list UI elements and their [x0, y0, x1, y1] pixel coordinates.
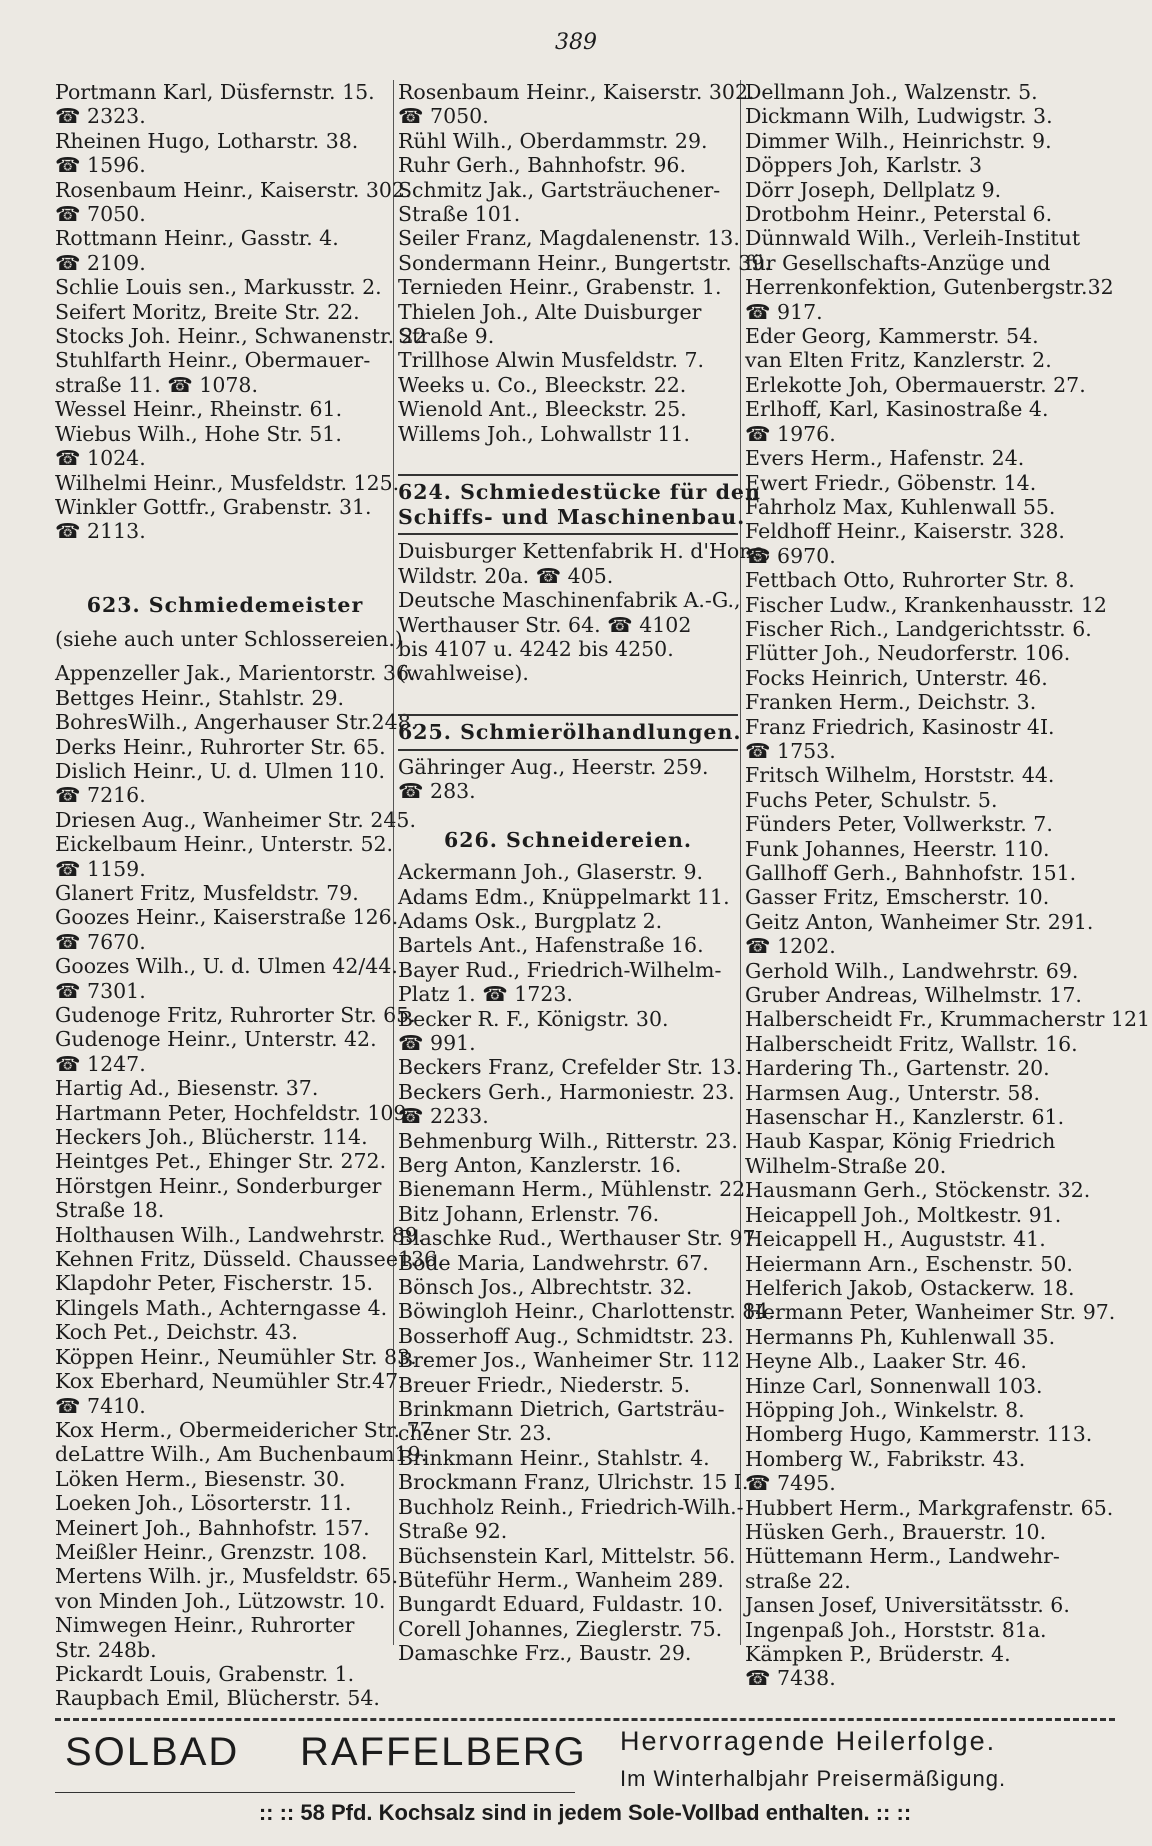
- directory-entry: Bode Maria, Landwehrstr. 67.: [398, 1250, 709, 1275]
- directory-entry: Raupbach Emil, Blücherstr. 54.: [55, 1686, 380, 1711]
- directory-entry: Ingenpaß Joh., Horststr. 81a.: [745, 1617, 1047, 1642]
- directory-entry: Helferich Jakob, Ostackerw. 18.: [745, 1275, 1075, 1300]
- directory-entry: Franken Herm., Deichstr. 3.: [745, 690, 1037, 715]
- section-heading-623: 623. Schmiedemeister: [86, 592, 364, 617]
- column-2: [398, 80, 775, 1666]
- directory-entry: Fettbach Otto, Ruhrorter Str. 8.: [745, 568, 1075, 593]
- directory-entry: ☎ 7410.: [55, 1393, 146, 1418]
- directory-entry: ☎ 7050.: [55, 202, 146, 227]
- directory-entry: Heicappell H., Auguststr. 41.: [745, 1227, 1046, 1252]
- directory-entry: Meißler Heinr., Grenzstr. 108.: [55, 1539, 368, 1564]
- directory-entry: ☎ 7301.: [55, 978, 146, 1003]
- directory-entry: Bettges Heinr., Stahlstr. 29.: [55, 685, 345, 710]
- directory-entry: Dimmer Wilh., Heinrichstr. 9.: [745, 128, 1052, 153]
- directory-entry: Bosserhoff Aug., Schmidtstr. 23.: [398, 1323, 734, 1348]
- section-note: (siehe auch unter Schlossereien.): [55, 626, 403, 651]
- directory-entry: bis 4107 u. 4242 bis 4250.: [398, 636, 674, 661]
- directory-entry: Seifert Moritz, Breite Str. 22.: [55, 299, 360, 324]
- listing-group: [55, 80, 427, 544]
- directory-entry: ☎ 7495.: [745, 1471, 836, 1496]
- directory-entry: Rheinen Hugo, Lotharstr. 38.: [55, 128, 359, 153]
- section-heading-626: 626. Schneidereien.: [443, 827, 693, 852]
- directory-entry: Halberscheidt Fritz, Wallstr. 16.: [745, 1031, 1078, 1056]
- directory-entry: Köppen Heinr., Neumühler Str. 83.: [55, 1344, 417, 1369]
- directory-entry: Beckers Franz, Crefelder Str. 13.: [398, 1055, 743, 1080]
- directory-entry: straße 11. ☎ 1078.: [55, 372, 258, 397]
- directory-entry: Gallhoff Gerh., Bahnhofstr. 151.: [745, 861, 1077, 885]
- directory-entry: Brockmann Franz, Ulrichstr. 15 I.: [398, 1470, 749, 1495]
- directory-entry: ☎ 1247.: [55, 1051, 146, 1076]
- directory-entry: Sondermann Heinr., Bungertstr. 39.: [398, 250, 771, 275]
- directory-entry: Dellmann Joh., Walzenstr. 5.: [745, 80, 1038, 104]
- directory-entry: ☎ 1202.: [745, 934, 836, 959]
- directory-entry: Meinert Joh., Bahnhofstr. 157.: [55, 1515, 370, 1540]
- directory-entry: ☎ 991.: [398, 1030, 476, 1055]
- listing-group: [398, 80, 771, 446]
- directory-entry: Duisburger Kettenfabrik H. d'Hone,: [398, 539, 772, 564]
- directory-entry: BohresWilh., Angerhauser Str.248.: [55, 710, 418, 735]
- directory-entry: Fischer Rich., Landgerichtsstr. 6.: [745, 616, 1092, 641]
- directory-entry: Straße 92.: [398, 1519, 508, 1544]
- directory-entry: Hartig Ad., Biesenstr. 37.: [55, 1076, 319, 1101]
- directory-entry: ☎ 7438.: [745, 1666, 836, 1691]
- directory-entry: Hartmann Peter, Hochfeldstr. 109.: [55, 1100, 413, 1125]
- directory-entry: ☎ 1753.: [745, 738, 836, 763]
- column-divider-right: [740, 80, 741, 1645]
- directory-entry: Franz Friedrich, Kasinostr 4I.: [745, 714, 1055, 739]
- directory-entry: Kehnen Fritz, Düsseld. Chaussee136.: [55, 1247, 444, 1272]
- directory-entry: chener Str. 23.: [398, 1421, 552, 1446]
- directory-entry: von Minden Joh., Lützowstr. 10.: [55, 1588, 386, 1613]
- directory-entry: Hausmann Gerh., Stöckenstr. 32.: [745, 1178, 1091, 1203]
- directory-entry: Halberscheidt Fr., Krummacherstr 121: [745, 1007, 1151, 1032]
- directory-entry: ☎ 2323.: [55, 104, 146, 129]
- directory-entry: Heicappell Joh., Moltkestr. 91.: [745, 1202, 1062, 1227]
- directory-entry: Stuhlfarth Heinr., Obermauer-: [55, 348, 371, 373]
- directory-entry: Adams Edm., Knüppelmarkt 11.: [398, 884, 730, 909]
- directory-entry: Breuer Friedr., Niederstr. 5.: [398, 1372, 691, 1397]
- directory-entry: Hermanns Ph, Kuhlenwall 35.: [745, 1324, 1056, 1349]
- directory-entry: Bienemann Herm., Mühlenstr. 22.: [398, 1177, 752, 1202]
- directory-entry: Haub Kaspar, König Friedrich: [745, 1129, 1056, 1154]
- directory-entry: Ruhr Gerh., Bahnhofstr. 96.: [398, 153, 686, 178]
- directory-entry: Gudenoge Heinr., Unterstr. 42.: [55, 1027, 377, 1052]
- section-heading-624: 624. Schmiedestücke für den: [398, 480, 761, 505]
- directory-entry: Adams Osk., Burgplatz 2.: [398, 908, 663, 933]
- directory-entry: Buchholz Reinh., Friedrich-Wilh.-: [398, 1494, 744, 1519]
- directory-entry: Kämpken P., Brüderstr. 4.: [745, 1642, 1011, 1666]
- directory-entry: Hermann Peter, Wanheimer Str. 97.: [745, 1300, 1116, 1325]
- directory-entry: Herrenkonfektion, Gutenbergstr.32: [745, 275, 1114, 300]
- directory-entry: Dörr Joseph, Dellplatz 9.: [745, 177, 1002, 202]
- directory-entry: Dünnwald Wilh., Verleih-Institut: [745, 226, 1081, 251]
- directory-entry: ☎ 1976.: [745, 421, 836, 446]
- directory-entry: ☎ 7050.: [398, 104, 489, 129]
- directory-entry: Hardering Th., Gartenstr. 20.: [745, 1056, 1050, 1081]
- directory-entry: Löken Herm., Biesenstr. 30.: [55, 1466, 346, 1491]
- directory-entry: Rosenbaum Heinr., Kaiserstr. 302.: [398, 80, 755, 104]
- directory-entry: Hörstgen Heinr., Sonderburger: [55, 1173, 382, 1198]
- directory-entry: Heiermann Arn., Eschenstr. 50.: [745, 1251, 1073, 1276]
- directory-entry: Rottmann Heinr., Gasstr. 4.: [55, 226, 339, 251]
- directory-entry: ☎ 7216.: [55, 783, 146, 808]
- directory-entry: Beckers Gerh., Harmoniestr. 23.: [398, 1079, 735, 1104]
- directory-entry: Platz 1. ☎ 1723.: [398, 982, 573, 1007]
- directory-entry: Winkler Gottfr., Grabenstr. 31.: [55, 494, 372, 519]
- ad-brand-solbad: SOLBAD: [65, 1730, 240, 1774]
- directory-entry: Drotbohm Heinr., Peterstal 6.: [745, 202, 1053, 227]
- section-heading-625: 625. Schmierölhandlungen.: [398, 720, 742, 745]
- directory-entry: Homberg Hugo, Kammerstr. 113.: [745, 1422, 1093, 1447]
- directory-entry: Dislich Heinr., U. d. Ulmen 110.: [55, 758, 386, 783]
- directory-entry: Damaschke Frz., Baustr. 29.: [398, 1641, 692, 1666]
- directory-entry: Heckers Joh., Blücherstr. 114.: [55, 1125, 368, 1150]
- directory-entry: Wilhelmi Heinr., Musfeldstr. 125.: [55, 470, 400, 495]
- directory-entry: Hasenschar H., Kanzlerstr. 61.: [745, 1105, 1065, 1130]
- directory-entry: Straße 18.: [55, 1198, 165, 1223]
- directory-entry: Hüttemann Herm., Landwehr-: [745, 1544, 1060, 1569]
- directory-entry: deLattre Wilh., Am Buchenbaum19.: [55, 1442, 428, 1467]
- directory-entry: Harmsen Aug., Unterstr. 58.: [745, 1080, 1040, 1105]
- directory-entry: Ackermann Joh., Glaserstr. 9.: [398, 860, 704, 885]
- directory-entry: Fuchs Peter, Schulstr. 5.: [745, 787, 998, 812]
- directory-entry: Bayer Rud., Friedrich-Wilhelm-: [398, 957, 722, 982]
- directory-entry: Driesen Aug., Wanheimer Str. 245.: [55, 807, 416, 832]
- directory-entry: Bungardt Eduard, Fuldastr. 10.: [398, 1592, 724, 1617]
- directory-entry: Heyne Alb., Laaker Str. 46.: [745, 1349, 1027, 1374]
- directory-entry: für Gesellschafts-Anzüge und: [745, 250, 1051, 275]
- directory-entry: Büteführ Herm., Wanheim 289.: [398, 1567, 724, 1592]
- directory-entry: ☎ 7670.: [55, 929, 146, 954]
- directory-entry: Geitz Anton, Wanheimer Str. 291.: [745, 909, 1094, 934]
- directory-entry: Gasser Fritz, Emscherstr. 10.: [745, 885, 1050, 910]
- ad-headline: Hervorragende Heilerfolge.: [620, 1726, 997, 1756]
- directory-entry: Willems Joh., Lohwallstr 11.: [398, 421, 691, 446]
- directory-entry: Glanert Fritz, Musfeldstr. 79.: [55, 880, 359, 905]
- directory-entry: ☎ 1159.: [55, 856, 146, 881]
- directory-entry: Str. 248b.: [55, 1637, 157, 1662]
- directory-entry: Behmenburg Wilh., Ritterstr. 23.: [398, 1128, 738, 1153]
- directory-entry: Derks Heinr., Ruhrorter Str. 65.: [55, 734, 386, 759]
- advertisement-banner: [55, 1718, 1115, 1828]
- directory-entry: Bitz Johann, Erlenstr. 76.: [398, 1201, 660, 1226]
- directory-entry: Koch Pet., Deichstr. 43.: [55, 1320, 298, 1345]
- directory-entry: ☎ 283.: [398, 778, 476, 803]
- directory-entry: ☎ 917.: [745, 299, 823, 324]
- directory-entry: Weeks u. Co., Bleeckstr. 22.: [398, 372, 687, 397]
- listing-group: [745, 80, 1151, 1691]
- directory-entry: Kox Herm., Obermeidericher Str. 77: [55, 1417, 433, 1442]
- directory-entry: Deutsche Maschinenfabrik A.-G.,: [398, 588, 741, 613]
- ad-footer: :: :: 58 Pfd. Kochsalz sind in jedem Sole-Vollbad enthalten. :: ::: [258, 1800, 912, 1825]
- listing-group: [398, 860, 775, 1666]
- directory-entry: Goozes Wilh., U. d. Ulmen 42/44.: [55, 954, 398, 979]
- listing-group: [398, 539, 772, 686]
- directory-entry: Fahrholz Max, Kuhlenwall 55.: [745, 494, 1056, 519]
- directory-entry: Stocks Joh. Heinr., Schwanenstr. 22: [55, 324, 427, 349]
- directory-entry: Nimwegen Heinr., Ruhrorter: [55, 1613, 355, 1638]
- directory-entry: Fritsch Wilhelm, Horststr. 44.: [745, 763, 1055, 788]
- directory-entry: Homberg W., Fabrikstr. 43.: [745, 1446, 1026, 1471]
- directory-entry: Ewert Friedr., Göbenstr. 14.: [745, 470, 1037, 495]
- ad-subline: Im Winterhalbjahr Preisermäßigung.: [620, 1766, 1007, 1791]
- directory-entry: Döppers Joh, Karlstr. 3: [745, 153, 983, 178]
- directory-entry: Loeken Joh., Lösorterstr. 11.: [55, 1491, 352, 1516]
- directory-entry: ☎ 2109.: [55, 250, 146, 275]
- directory-entry: ☎ 1596.: [55, 153, 146, 178]
- directory-entry: Erlhoff, Karl, Kasinostraße 4.: [745, 397, 1049, 422]
- directory-entry: Bartels Ant., Hafenstraße 16.: [398, 933, 704, 958]
- directory-entry: Appenzeller Jak., Marientorstr. 36.: [55, 661, 416, 686]
- directory-entry: Trillhose Alwin Musfeldstr. 7.: [398, 348, 705, 373]
- directory-entry: Brinkmann Heinr., Stahlstr. 4.: [398, 1445, 710, 1470]
- directory-entry: ☎ 2233.: [398, 1104, 489, 1129]
- directory-entry: Hubbert Herm., Markgrafenstr. 65.: [745, 1495, 1114, 1520]
- directory-entry: Feldhoff Heinr., Kaiserstr. 328.: [745, 519, 1065, 544]
- directory-entry: Thielen Joh., Alte Duisburger: [398, 299, 702, 324]
- directory-entry: ☎ 6970.: [745, 543, 836, 568]
- directory-entry: Kox Eberhard, Neumühler Str.47.: [55, 1369, 405, 1394]
- directory-entry: Eickelbaum Heinr., Unterstr. 52.: [55, 832, 394, 857]
- directory-entry: Wildstr. 20a. ☎ 405.: [398, 563, 614, 588]
- directory-entry: Gähringer Aug., Heerstr. 259.: [398, 754, 709, 779]
- directory-entry: Goozes Heinr., Kaiserstraße 126.: [55, 905, 399, 930]
- directory-entry: Wessel Heinr., Rheinstr. 61.: [55, 397, 343, 422]
- directory-entry: Erlekotte Joh, Obermauerstr. 27.: [745, 372, 1086, 397]
- directory-entry: Portmann Karl, Düsfernstr. 15.: [55, 80, 375, 104]
- directory-entry: ☎ 1024.: [55, 446, 146, 471]
- directory-entry: Jansen Josef, Universitätsstr. 6.: [745, 1593, 1070, 1618]
- directory-entry: ☎ 2113.: [55, 519, 146, 544]
- directory-entry: Berg Anton, Kanzlerstr. 16.: [398, 1153, 682, 1178]
- directory-entry: Pickardt Louis, Grabenstr. 1.: [55, 1661, 355, 1686]
- directory-entry: Brinkmann Dietrich, Gartsträu-: [398, 1397, 725, 1422]
- directory-entry: Hüsken Gerh., Brauerstr. 10.: [745, 1519, 1047, 1544]
- directory-entry: Klapdohr Peter, Fischerstr. 15.: [55, 1271, 374, 1296]
- directory-entry: Focks Heinrich, Unterstr. 46.: [745, 665, 1048, 690]
- listing-group: [398, 755, 738, 804]
- directory-entry: van Elten Fritz, Kanzlerstr. 2.: [745, 348, 1052, 373]
- page-number: 389: [555, 30, 597, 55]
- directory-entry: Straße 9.: [398, 324, 495, 349]
- directory-entry: (wahlweise).: [398, 661, 529, 686]
- directory-entry: Eder Georg, Kammerstr. 54.: [745, 324, 1039, 349]
- directory-entry: Dickmann Wilh, Ludwigstr. 3.: [745, 104, 1053, 129]
- directory-entry: Wiebus Wilh., Hohe Str. 51.: [55, 421, 342, 446]
- directory-entry: Schmitz Jak., Gartsträuchener-: [398, 177, 721, 202]
- directory-entry: Gerhold Wilh., Landwehrstr. 69.: [745, 958, 1079, 983]
- directory-entry: Werthauser Str. 64. ☎ 4102: [398, 612, 692, 637]
- directory-entry: Heintges Pet., Ehinger Str. 272.: [55, 1149, 387, 1174]
- directory-entry: Gruber Andreas, Wilhelmstr. 17.: [745, 983, 1082, 1008]
- directory-entry: Wienold Ant., Bleeckstr. 25.: [398, 397, 687, 422]
- directory-entry: Bönsch Jos., Albrechtstr. 32.: [398, 1275, 693, 1300]
- directory-entry: Büchsenstein Karl, Mittelstr. 56.: [398, 1543, 736, 1568]
- directory-entry: Schlie Louis sen., Markusstr. 2.: [55, 275, 382, 300]
- directory-entry: Funk Johannes, Heerstr. 110.: [745, 836, 1050, 861]
- directory-entry: Blaschke Rud., Werthauser Str. 97.: [398, 1226, 763, 1251]
- column-3: [745, 80, 1151, 1691]
- directory-entry: Fünders Peter, Vollwerkstr. 7.: [745, 812, 1053, 837]
- directory-entry: Holthausen Wilh., Landwehrstr. 89.: [55, 1222, 425, 1247]
- directory-entry: Evers Herm., Hafenstr. 24.: [745, 446, 1025, 471]
- directory-entry: Gudenoge Fritz, Ruhrorter Str. 65.: [55, 1003, 416, 1027]
- directory-entry: Hinze Carl, Sonnenwall 103.: [745, 1373, 1043, 1398]
- directory-entry: Straße 101.: [398, 202, 521, 227]
- ad-brand-raffelberg: RAFFELBERG: [300, 1730, 587, 1774]
- directory-entry: Flütter Joh., Neudorferstr. 106.: [745, 641, 1071, 666]
- directory-entry: Corell Johannes, Zieglerstr. 75.: [398, 1616, 723, 1641]
- directory-entry: Böwingloh Heinr., Charlottenstr. 84.: [398, 1299, 775, 1324]
- directory-entry: Mertens Wilh. jr., Musfeldstr. 65.: [55, 1564, 399, 1589]
- directory-entry: Bremer Jos., Wanheimer Str. 112: [398, 1348, 740, 1373]
- directory-entry: straße 22.: [745, 1568, 851, 1593]
- section-heading-624-cont: Schiffs- und Maschinenbau.: [398, 504, 746, 529]
- directory-entry: Klingels Math., Achterngasse 4.: [55, 1295, 388, 1320]
- directory-entry: Ternieden Heinr., Grabenstr. 1.: [398, 275, 722, 300]
- directory-entry: Fischer Ludw., Krankenhausstr. 12: [745, 592, 1107, 617]
- directory-entry: Becker R. F., Königstr. 30.: [398, 1006, 669, 1031]
- directory-entry: Rosenbaum Heinr., Kaiserstr. 302.: [55, 177, 412, 202]
- directory-entry: Seiler Franz, Magdalenenstr. 13.: [398, 226, 740, 251]
- directory-entry: Rühl Wilh., Oberdammstr. 29.: [398, 128, 708, 153]
- directory-entry: Höpping Joh., Winkelstr. 8.: [745, 1397, 1025, 1422]
- directory-entry: Wilhelm-Straße 20.: [745, 1153, 947, 1178]
